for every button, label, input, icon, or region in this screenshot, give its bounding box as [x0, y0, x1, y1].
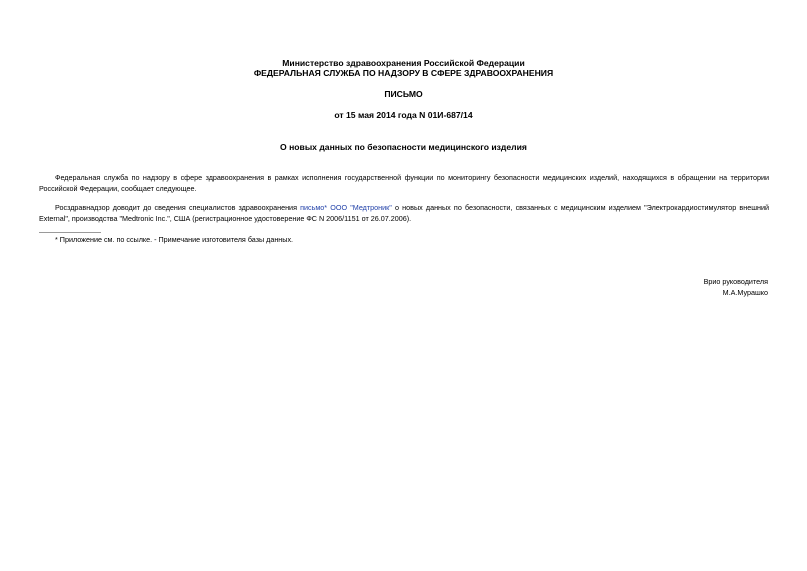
- body-paragraph-2: [39, 202, 769, 224]
- footnote-divider: [39, 232, 101, 233]
- ministry-title: Министерство здравоохранения Российской Федерации: [282, 58, 525, 68]
- signature-position: Врио руководителя: [703, 277, 768, 286]
- document-subject: О новых данных по безопасности медицинского изделия: [280, 142, 527, 152]
- paragraph-2-text-start: Росздравнадзор доводит до сведения специалистов здравоохранения: [55, 203, 301, 212]
- footnote: * Приложение см. по ссылке. - Примечание изготовителя базы данных.: [55, 235, 294, 244]
- body-paragraph-1: Федеральная служба по надзору в сфере здравоохранения в рамках исполнения государственной функции по мониторингу безопасности медицинских изделий, находящихся в обращении на территории Российской Федерации, сообщает следующее.: [39, 173, 769, 193]
- document-date-number: от 15 мая 2014 года N 01И-687/14: [334, 110, 473, 120]
- letter-link[interactable]: письмо* ООО "Медтроник": [300, 203, 392, 212]
- paragraph-2-text-end: о новых данных по безопасности, связанных с медицинским изделием "Электрокардиостимулятор внешний External", производства "Medtronic Inc.", США (регистрационное удостоверение ФС N 2006/1151 от 26.07.2006).: [39, 203, 769, 223]
- document-type: ПИСЬМО: [384, 89, 423, 99]
- signature-name: М.А.Мурашко: [722, 288, 768, 297]
- service-title: ФЕДЕРАЛЬНАЯ СЛУЖБА ПО НАДЗОРУ В СФЕРЕ ЗДРАВООХРАНЕНИЯ: [253, 68, 554, 78]
